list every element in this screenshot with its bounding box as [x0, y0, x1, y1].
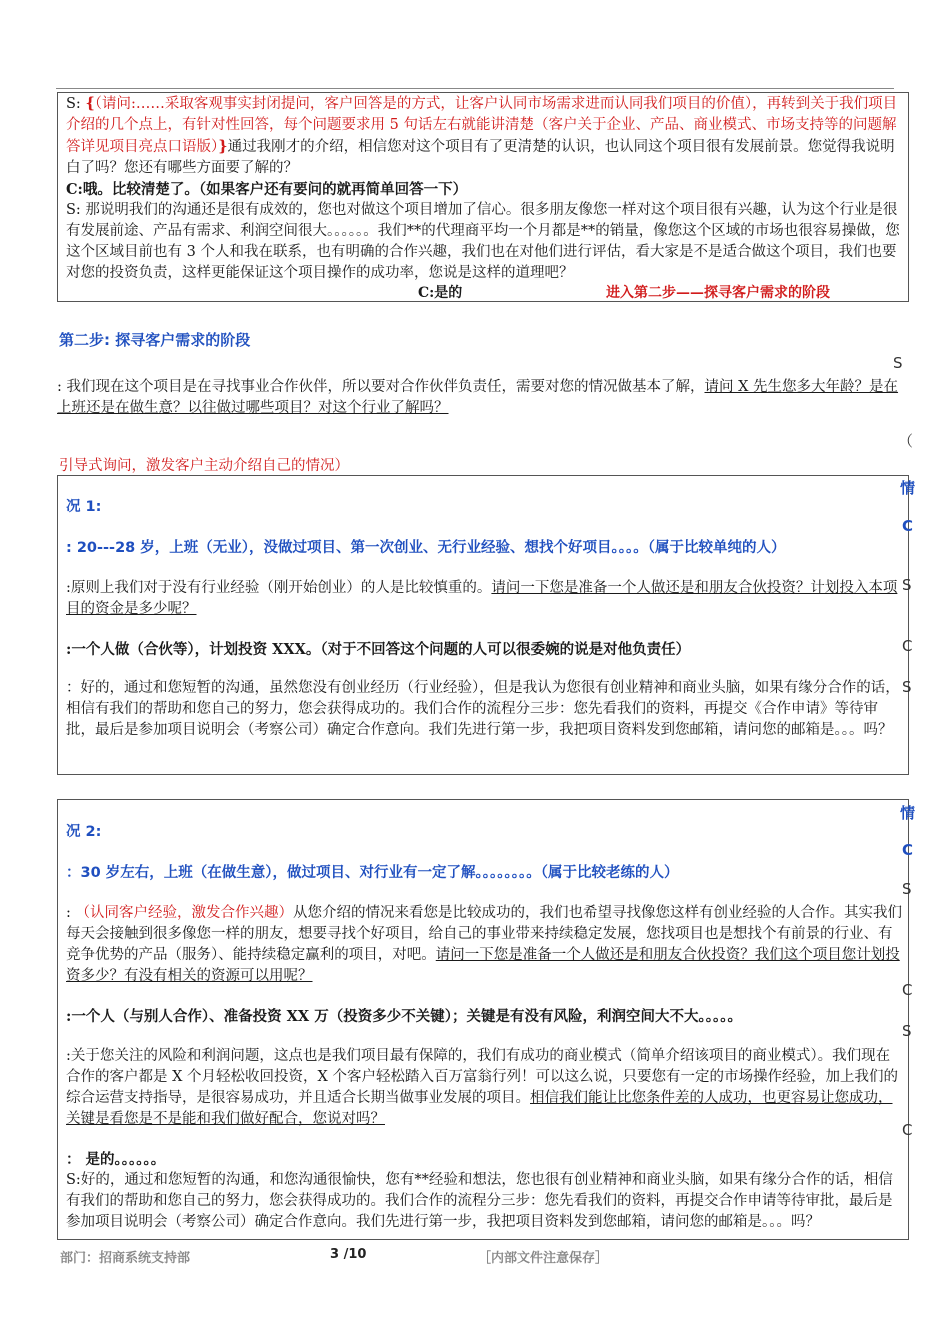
intro-text-b: 请问 X 先生 [704, 379, 783, 395]
close-brace: } [218, 138, 228, 155]
case2-question: ：30 岁左右，上班（在做生意），做过项目、对行业有一定了解。。。。。。。。（属于比较老练的人） [66, 865, 679, 881]
case2-sales-3: S:好的，通过和您短暂的沟通，和您沟通很愉快，您有**经验和想法，您也很有创业精神和商业头脑，如果有缘分合作的话，相信有我们的帮助和您自己的努力，您会获得成功的。我们合作的流程分三步：您先看我们的资料，再提交合作申请等待审批，最后是参加项目说明会（考察公司）确定合作意向。我们先进行第一步，我把项目资料发到您邮箱，请问您的邮箱是。。。吗？ [66, 1172, 893, 1230]
case2-mark-c2: C [902, 981, 913, 999]
case2-customer-2: ： 是的。。。。。。 [66, 1151, 166, 1168]
case2-title: 况 2: [66, 824, 102, 840]
case1-question-link: 请问一下您是准备一个人做还是和朋友合伙投资？计划投入本项目的资金是多少呢？ [66, 580, 898, 617]
next-step-note: 进入第二步——探寻客户需求的阶段 [606, 285, 830, 301]
red-instruction: （请问:……采取客观事实封闭提问，客户回答是的方式，让客户认同市场需求进而认同我们项目的价值），再转到关于我们项目介绍的几个点上，有针对性回答，每个问题要求用 5 句话左右就能讲清楚（客户关于企业、产品、商业模式、市场支持等的问题解答详见项目亮点口语版） [66, 96, 898, 155]
footer-note: ［内部文件注意保存］ [478, 1251, 609, 1266]
case2-sales-2: :关于您关注的风险和利润问题，这点也是我们项目最有保障的，我们有成功的商业模式（简单介绍该项目的商业模式）。我们现在合作的客户都是 X 个月轻松收回投资，X 个客户轻松踏入百万富翁行列！可以这么说，只要您有一定的市场操作经验，加上我们的综合运营支持指导，是很容易成功，并且适合长期当做事业发展的项目。相信我们能让比您条件差的人成功，也更容易让您成功，关键是看您是不是能和我们做好配合，您说对吗？ [66, 1048, 898, 1127]
case1-customer: :一个人做（合伙等），计划投资 XXX。（对于不回答这个问题的人可以很委婉的说是对他负责任） [66, 641, 691, 658]
paren-marker: （ [898, 432, 914, 450]
case2-mark-s1: S [902, 880, 912, 898]
case1-question: : 20---28 岁，上班（无业），没做过项目、第一次创业、无行业经验、想找个好项目。。。。（属于比较单纯的人） [66, 540, 786, 556]
box1-text: 通过我刚才的介绍，相信您对这个项目有了更清楚的认识，也认同这个项目很有发展前景。您觉得我说明白了吗？您还有哪些方面要了解的？ [66, 139, 895, 176]
guide-note: 引导式询问，激发客户主动介绍自己的情况） [59, 458, 349, 474]
case2-question-link: 请问一下您是准备一个人做还是和朋友合伙投资？我们这个项目您计划投资多少？有没有相关的资源可以用呢？ [66, 947, 900, 984]
case1-sales-1: :原则上我们对于没有行业经验（刚开始创业）的人是比较慎重的。请问一下您是准备一个人做还是和朋友合伙投资？计划投入本项目的资金是多少呢？ [66, 580, 898, 617]
footer-dept: 部门：招商系统支持部 [60, 1251, 191, 1266]
script-box-1 [57, 92, 909, 302]
case2-mark-c: C [902, 841, 914, 859]
case2-red-note: （认同客户经验，激发合作兴趣） [75, 905, 293, 921]
box1-paragraph-3 [66, 200, 902, 284]
case1-mark-c2: C [902, 637, 913, 655]
case1-box [57, 475, 909, 775]
step2-intro [57, 377, 902, 419]
intro-text-a: : 我们现在这个项目是在寻找事业合作伙伴，所以要对合作伙伴负责任，需要对您的情况做基本了解， [57, 379, 705, 395]
case2-mark-qing: 情 [900, 804, 916, 822]
footer-page-number: 3 /10 [330, 1247, 367, 1262]
case2-mark-s2: S [902, 1022, 912, 1040]
intro-text-c: 您多大年龄？是在上班还是在做生意？以往做过哪些项目？对这个行业了解吗？ [57, 379, 899, 416]
header-rule [56, 88, 894, 89]
case2-customer-1: :一个人（与别人合作）、准备投资 XX 万（投资多少不关键）；关键是有没有风险，利润空间大不大。。。。。 [66, 1008, 742, 1025]
s-marker: S [893, 354, 903, 372]
case2-sales-1: : （认同客户经验，激发合作兴趣）从您介绍的情况来看您是比较成功的，我们也希望寻找像您这样有创业经验的人合作。其实我们每天会接触到很多像您一样的朋友，想要寻找个好项目，给自己的事业带来持续稳定发展，您找项目也是想找个有前景的行业、有竞争优势的产品（服务）、能持续稳定赢利的项目，对吧。请问一下您是准备一个人做还是和朋友合伙投资？我们这个项目您计划投资多少？有没有相关的资源可以用呢？ [66, 905, 902, 984]
case2-confidence-link: 相信我们能让比您条件差的人成功，也更容易让您成功，关键是看您是不是能和我们做好配合，您说对吗？ [66, 1090, 893, 1127]
case1-mark-c: C [902, 517, 914, 535]
s-label: S: [66, 96, 86, 112]
case1-title: 况 1: [66, 499, 102, 515]
case2-mark-c3: C [902, 1121, 913, 1139]
case1-mark-s1: S [902, 576, 912, 594]
open-brace: { [85, 95, 95, 112]
customer-reply-1: C:哦。比较清楚了。（如果客户还有要问的就再简单回答一下） [66, 181, 468, 198]
step2-heading: 第二步: 探寻客户需求的阶段 [59, 331, 251, 349]
case1-sales-2: ：好的，通过和您短暂的沟通，虽然您没有创业经历（行业经验），但是我认为您很有创业精神和商业头脑，如果有缘分合作的话，相信有我们的帮助和您自己的努力，您会获得成功的。我们合作的流程分三步：您先看我们的资料，再提交《合作申请》等待审批，最后是参加项目说明会（考察公司）确定合作意向。我们先进行第一步，我把项目资料发到您邮箱，请问您的邮箱是。。。吗？ [66, 680, 900, 738]
case1-mark-qing: 情 [900, 479, 916, 497]
case2-box [57, 799, 909, 1240]
case1-mark-s2: S [902, 678, 912, 696]
box1-paragraph-1 [66, 93, 902, 179]
box1-s-text: S: 那说明我们的沟通还是很有成效的，您也对做这个项目增加了信心。很多朋友像您一样对这个项目很有兴趣，认为这个行业是很有发展前途、产品有需求、利润空间很大。。。。。。我们**的代理商平均一个月都是**的销量，像您这个区域的市场也很容易操做，您这个区域目前也有 3 个人和我在联系，也有明确的合作兴趣，我们也在对他们进行评估，看大家是不是适合做这个项目，我们也要对您的投资负责，这样更能保证这个项目操作的成功率，您说是这样的道理吧？ [66, 202, 900, 281]
customer-reply-2: C:是的 [418, 285, 463, 301]
